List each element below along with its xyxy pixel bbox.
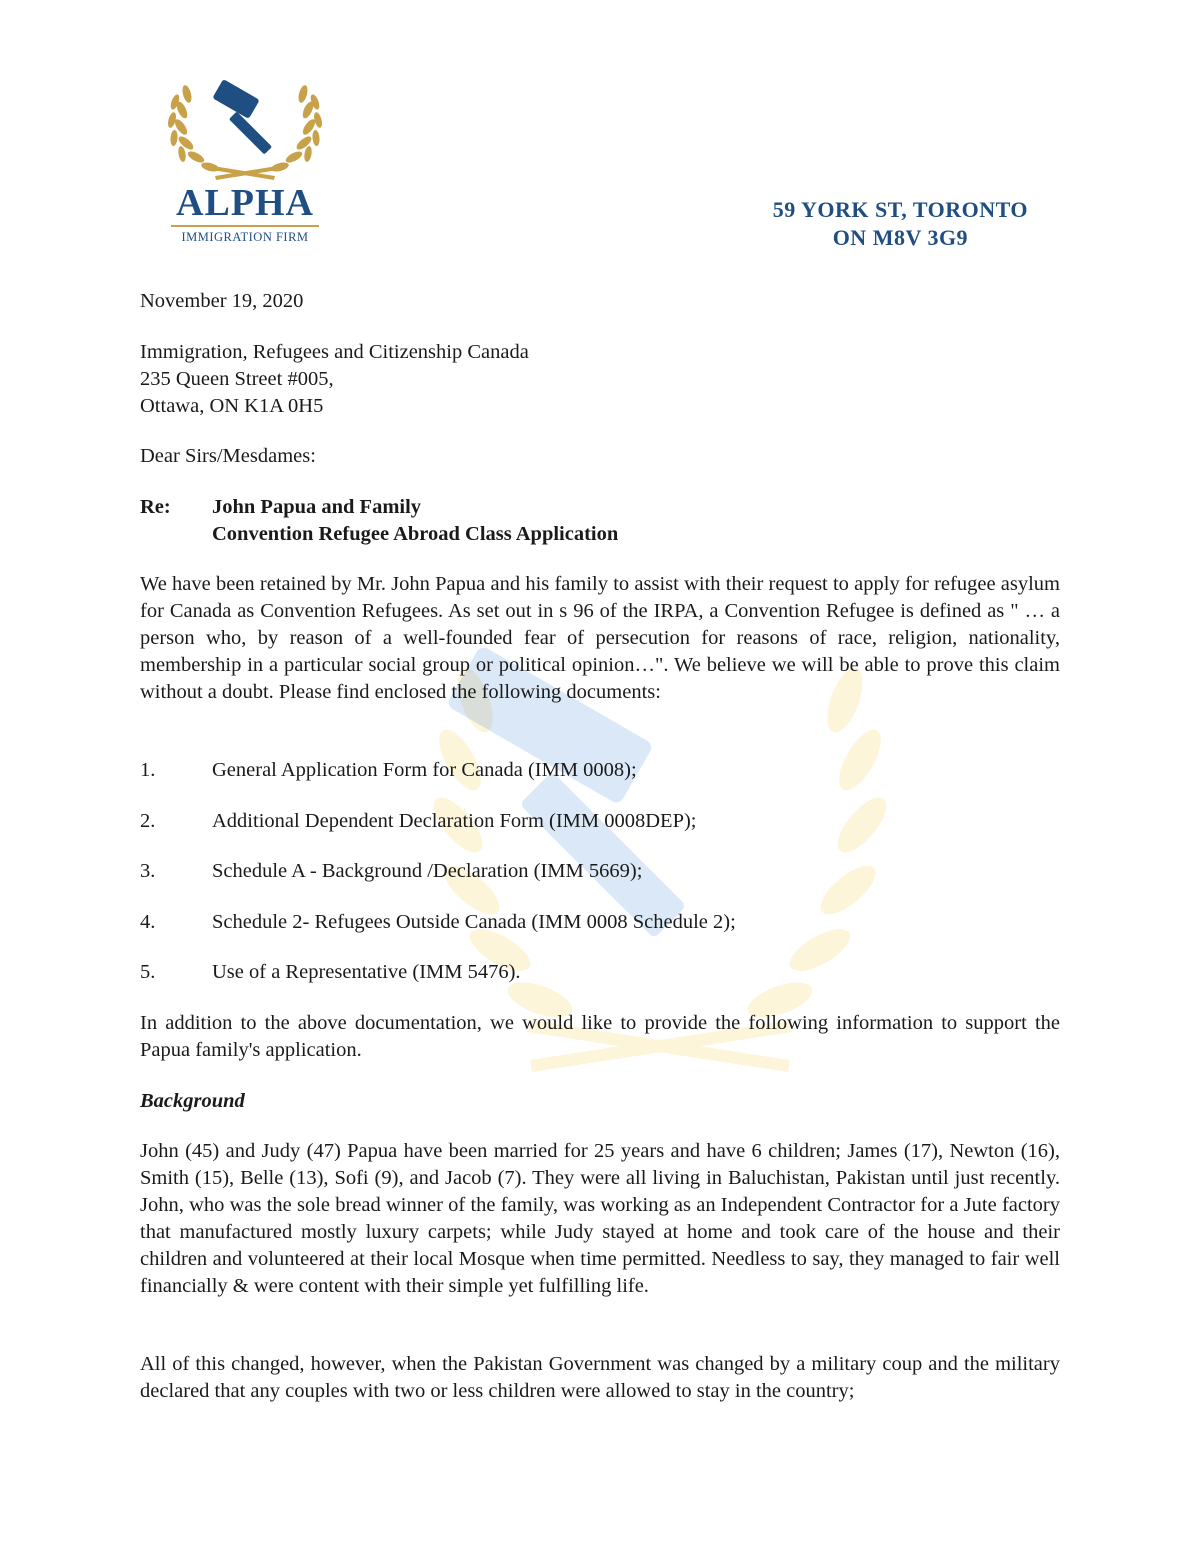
- list-text: Schedule A - Background /Declaration (IMM 5669);: [212, 860, 643, 882]
- background-paragraph: All of this changed, however, when the Pakistan Government was changed by a military coup and the military declared that any couples with two or less children were allowed to stay in the country;: [140, 1353, 1060, 1402]
- list-item: [140, 959, 1060, 1010]
- list-number: 1.: [140, 759, 156, 781]
- addition-paragraph: In addition to the above documentation, we would like to provide the following information to support the Papua family's application.: [140, 1012, 1060, 1061]
- list-item: [140, 757, 1060, 808]
- logo-wordmark: ALPHA: [176, 182, 314, 224]
- firm-address: [773, 196, 1028, 252]
- subject-line: Convention Refugee Abroad Class Application: [212, 523, 619, 545]
- recipient-address: [140, 339, 1060, 420]
- list-text: Schedule 2- Refugees Outside Canada (IMM 0008 Schedule 2);: [212, 910, 736, 933]
- logo-subtitle: IMMIGRATION FIRM: [181, 230, 309, 244]
- salutation: Dear Sirs/Mesdames:: [140, 445, 316, 467]
- list-number: 5.: [140, 961, 156, 983]
- list-text: Use of a Representative (IMM 5476).: [212, 961, 521, 983]
- gavel-laurel-icon: [165, 80, 325, 190]
- firm-address-line: 59 YORK ST, TORONTO: [772, 197, 1028, 222]
- list-number: 2.: [140, 809, 156, 832]
- recipient-line: Immigration, Refugees and Citizenship Canada: [140, 341, 529, 363]
- list-item: [140, 808, 1060, 859]
- subject-label: Re:: [140, 496, 171, 518]
- list-item: [140, 858, 1060, 909]
- firm-logo: [165, 80, 325, 260]
- list-number: 3.: [140, 860, 156, 882]
- background-paragraph: John (45) and Judy (47) Papua have been married for 25 years and have 6 children; James (17), Newton (16), Smith (15), Belle (13), Sofi (9), and Jacob (7). They were all living in Baluchistan, Pakistan until just recently. John, who was the sole bread winner of the family, was working as an Independent Contractor for a Jute factory that manufactured mostly luxury carpets; while Judy stayed at home and took care of the house and their children and volunteered at their local Mosque when time permitted. Needless to say, they managed to fair well financially & were content with their simple yet fulfilling life.: [140, 1140, 1060, 1297]
- intro-paragraph: We have been retained by Mr. John Papua and his family to assist with their request to apply for refugee asylum for Canada as Convention Refugees. As set out in s 96 of the IRPA, a Convention Refugee is defined as " … a person who, by reason of a well-founded fear of persecution for reasons of race, religion, nationality, membership in a particular social group or political opinion…". We believe we will be able to prove this claim without a doubt. Please find enclosed the following documents:: [140, 573, 1060, 703]
- list-text: General Application Form for Canada (IMM 0008);: [212, 759, 637, 781]
- subject-lines: [212, 494, 1060, 548]
- enclosed-documents-list: [140, 757, 1060, 1010]
- list-number: 4.: [140, 910, 156, 933]
- subject-line: John Papua and Family: [212, 496, 422, 518]
- firm-address-line: ON M8V 3G9: [832, 225, 969, 250]
- recipient-line: Ottawa, ON K1A 0H5: [140, 395, 324, 417]
- list-item: [140, 909, 1060, 960]
- recipient-line: 235 Queen Street #005,: [140, 368, 334, 390]
- logo-divider: [171, 225, 319, 227]
- letter-date: November 19, 2020: [140, 290, 304, 312]
- section-heading: Background: [140, 1090, 245, 1112]
- list-text: Additional Dependent Declaration Form (IMM 0008DEP);: [212, 809, 697, 832]
